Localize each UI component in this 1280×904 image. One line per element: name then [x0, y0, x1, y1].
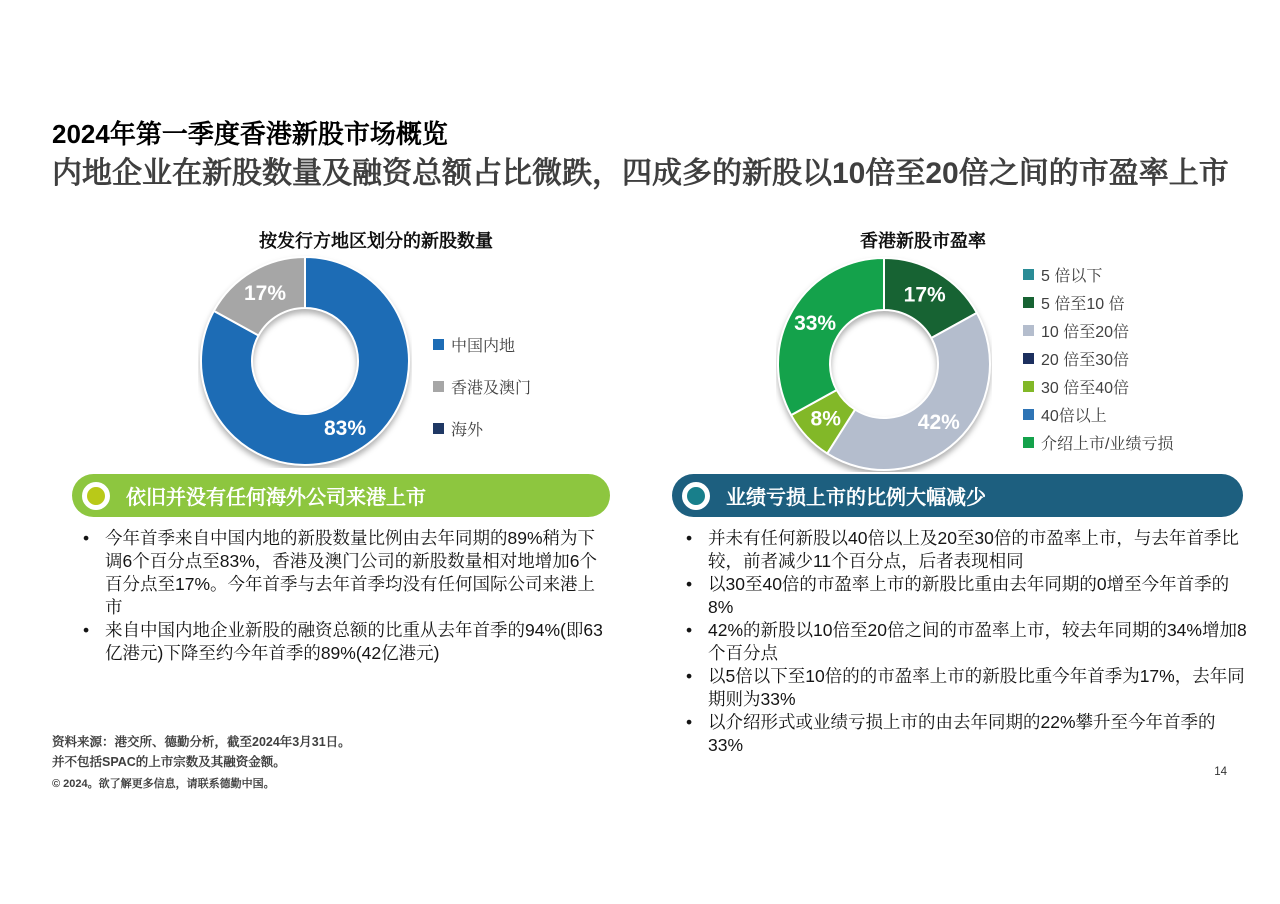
- page-title: 2024年第一季度香港新股市场概览: [52, 119, 448, 149]
- page-number: 14: [1214, 766, 1227, 778]
- slide-header: [52, 120, 1264, 193]
- legend-swatch: [1023, 325, 1034, 336]
- svg-text:17%: 17%: [903, 283, 946, 307]
- region-chart-legend: [433, 336, 531, 462]
- svg-text:83%: 83%: [323, 417, 367, 441]
- legend-swatch: [433, 381, 444, 392]
- legend-item: [1023, 434, 1173, 451]
- region-donut-chart: [198, 254, 412, 468]
- legend-item: [1023, 266, 1173, 283]
- legend-item: [433, 378, 531, 395]
- legend-item: [1023, 350, 1173, 367]
- legend-label: 香港及澳门: [451, 380, 532, 397]
- legend-swatch: [433, 339, 444, 350]
- legend-label: 30 倍至40倍: [1041, 380, 1130, 397]
- page-subtitle: 内地企业在新股数量及融资总额占比微跌，四成多的新股以10倍至20倍之间的市盈率上市: [52, 156, 1229, 190]
- footnote-line: 并不包括SPAC的上市宗数及其融资金额。: [52, 755, 286, 769]
- legend-label: 中国内地: [451, 338, 516, 355]
- legend-label: 40倍以上: [1041, 408, 1107, 425]
- bullet-item: • 并未有任何新股以40倍以上及20至30倍的市盈率上市，与去年首季比较，前者减少11个百分点，后者表现相同: [683, 527, 1249, 573]
- bullet-item: • 今年首季来自中国内地的新股数量比例由去年同期的89%稍为下调6个百分点至83%，香港及澳门公司的新股数量相对地增加6个百分点至17%。今年首季与去年首季均没有任何国际公司来港上市: [80, 527, 612, 619]
- banner-title: 业绩亏损上市的比例大幅减少: [726, 487, 986, 509]
- region-chart-title: 按发行方地区划分的新股数量: [259, 231, 493, 251]
- legend-swatch: [1023, 409, 1034, 420]
- legend-item: [1023, 322, 1173, 339]
- left-bullet-list: [80, 527, 612, 665]
- legend-label: 5 倍至10 倍: [1041, 296, 1125, 313]
- legend-label: 介绍上市/业绩亏损: [1041, 436, 1174, 453]
- legend-item: [1023, 294, 1173, 311]
- legend-swatch: [1023, 269, 1034, 280]
- svg-text:8%: 8%: [810, 407, 841, 431]
- bullet-item: • 42%的新股以10倍至20倍之间的市盈率上市，较去年同期的34%增加8个百分点: [683, 619, 1249, 665]
- legend-label: 20 倍至30倍: [1041, 352, 1130, 369]
- circle-icon: [82, 482, 110, 510]
- bullet-item: • 以介绍形式或业绩亏损上市的由去年同期的22%攀升至今年首季的33%: [683, 711, 1249, 757]
- legend-item: [1023, 378, 1173, 395]
- source-footnotes: [52, 732, 351, 772]
- bullet-item: • 来自中国内地企业新股的融资总额的比重从去年首季的94%(即63亿港元)下降至约今年首季的89%(42亿港元): [80, 619, 612, 665]
- legend-swatch: [1023, 353, 1034, 364]
- pe-chart-title: 香港新股市盈率: [860, 231, 986, 251]
- legend-label: 海外: [451, 422, 484, 439]
- legend-swatch: [1023, 297, 1034, 308]
- bullet-item: • 以30至40倍的市盈率上市的新股比重由去年同期的0增至今年首季的8%: [683, 573, 1249, 619]
- legend-swatch: [433, 423, 444, 434]
- legend-swatch: [1023, 381, 1034, 392]
- svg-text:42%: 42%: [917, 410, 960, 434]
- left-highlight-banner: [72, 474, 610, 517]
- legend-item: [433, 420, 531, 437]
- legend-item: [1023, 406, 1173, 423]
- bullet-item: • 以5倍以下至10倍的的市盈率上市的新股比重今年首季为17%，去年同期则为33%: [683, 665, 1249, 711]
- legend-label: 10 倍至20倍: [1041, 324, 1130, 341]
- legend-swatch: [1023, 437, 1034, 448]
- right-highlight-banner: [672, 474, 1243, 517]
- right-bullet-list: [683, 527, 1249, 757]
- footnote-line: 资料来源：港交所、德勤分析，截至2024年3月31日。: [52, 735, 351, 749]
- legend-item: [433, 336, 531, 353]
- pe-chart-legend: [1023, 266, 1173, 462]
- legend-label: 5 倍以下: [1041, 268, 1103, 285]
- svg-text:17%: 17%: [243, 281, 287, 305]
- svg-text:33%: 33%: [794, 311, 837, 335]
- pe-donut-chart: [776, 256, 992, 472]
- circle-icon: [682, 482, 710, 510]
- copyright-line: © 2024。欲了解更多信息，请联系德勤中国。: [52, 778, 275, 790]
- banner-title: 依旧并没有任何海外公司来港上市: [126, 487, 426, 509]
